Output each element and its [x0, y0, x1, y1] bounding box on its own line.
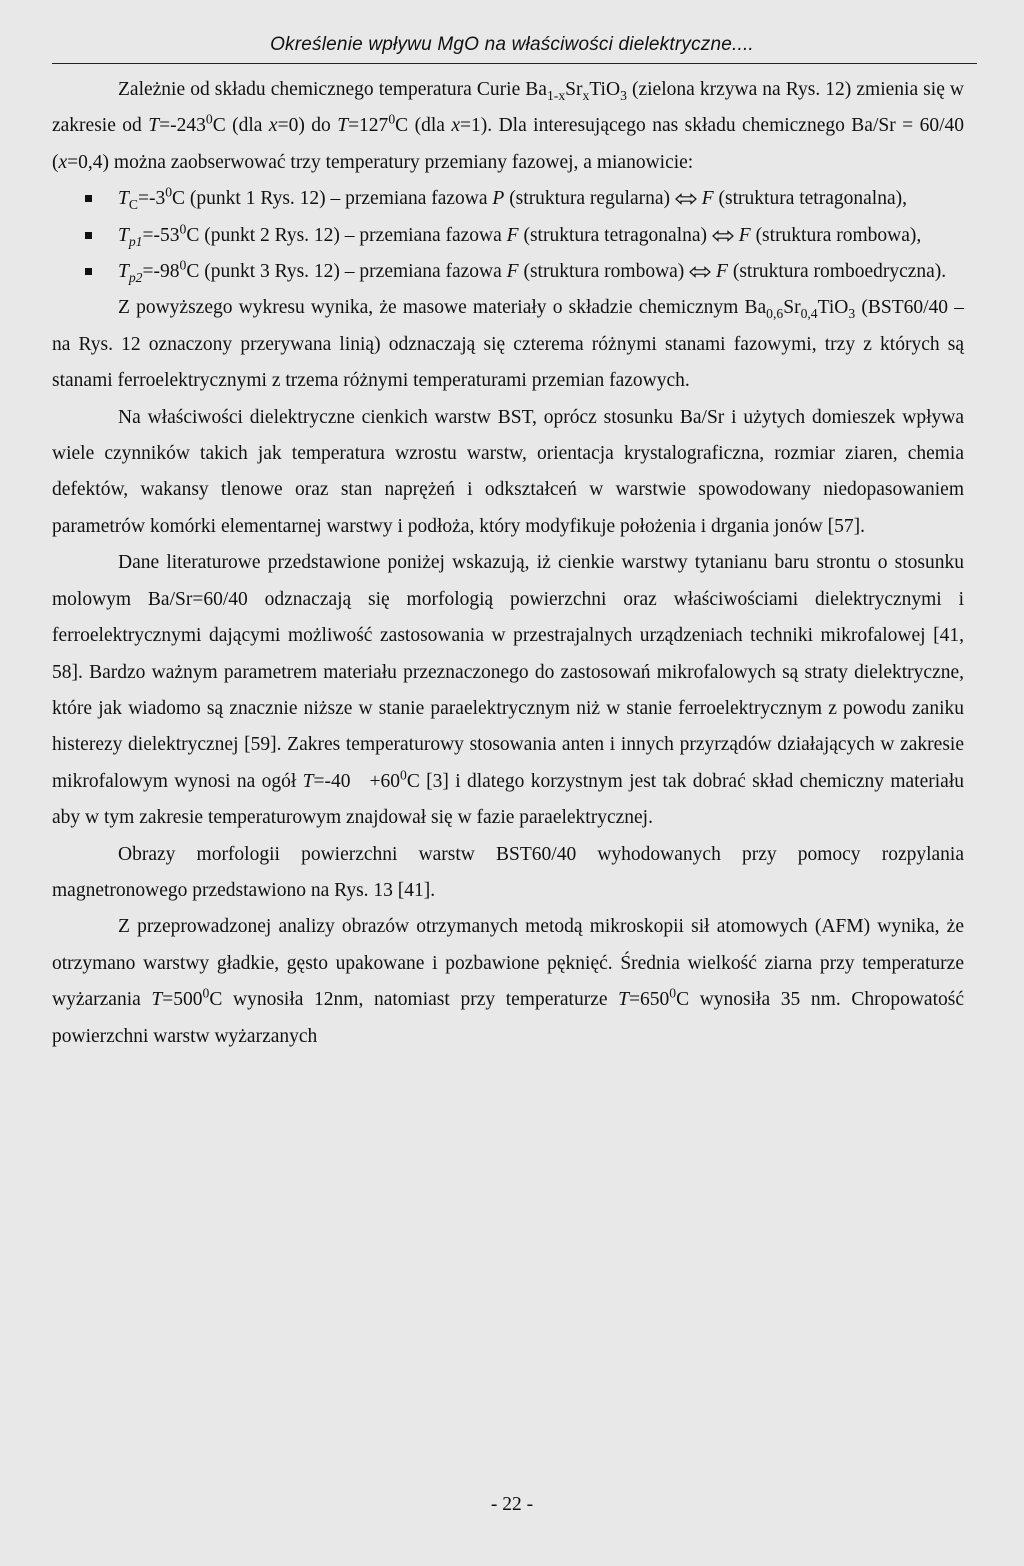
paragraph-dielectric-properties: Na właściwości dielektryczne cienkich warstw BST, oprócz stosunku Ba/Sr i użytych domieszek wpływa wiele czynników takich jak temperatura wzrostu warstw, orientacja krystalograficzna, rozmiar ziaren, chemia defektów, wakansy tlenowe oraz stan naprężeń i odkształceń w warstwie spowodowany niedopasowaniem parametrów komórki elementarnej warstwy i podłoża, który modyfikuje położenia i drgania jonów [57].: [52, 406, 964, 537]
paragraph-literature-data: Dane literaturowe przedstawione poniżej wskazują, iż cienkie warstwy tytanianu baru strontu o stosunku molowym Ba/Sr=60/40 odznaczają się morfologią powierzchni oraz właściwościami dielektrycznymi i ferroelektrycznymi dającymi możliwość zastosowania w przestrajalnych urządzeniach techniki mikrofalowej [41, 58]. Bardzo ważnym parametrem materiału przeznaczonego do zastosowań mikrofalowych są straty dielektryczne, które jak wiadomo są znacznie niższe w stanie paraelektrycznym niż w stanie ferroelektrycznym z powodu zaniku histerezy dielektrycznej [59]. Zakres temperaturowy stosowania anten i innych przyrządów działających w zakresie mikrofalowym wynosi na ogół $T=-40 +60^0C$ [3] i dlatego korzystnym jest tak dobrać skład chemiczny materiału aby w tym zakresie temperaturowym znajdował się w fazie paraelektrycznej.: [52, 552, 964, 829]
header-rule: [52, 63, 977, 64]
double-arrow-icon: [689, 266, 711, 278]
bullet-icon: [85, 195, 92, 202]
bullet-icon: [85, 232, 92, 239]
paragraph-morphology-images: Obrazy morfologii powierzchni warstw BST60/40 wyhodowanych przy pomocy rozpylania magnetronowego przedstawiono na Rys. 13 [41].: [52, 843, 964, 901]
paragraph-phase-states: Z powyższego wykresu wynika, że masowe materiały o składzie chemicznym $Ba_{0,6}Sr_{0,4}TiO_3$ (BST60/40 – na Rys. 12 oznaczony przerywana linią) odznaczają się czterema różnymi stanami fazowymi, trzy z których są stanami ferroelektrycznymi z trzema różnymi temperaturami przemian fazowych.: [52, 297, 964, 392]
paragraph-curie-temperature: Zależnie od składu chemicznego temperatura Curie $Ba_{1-x}Sr_xTiO_3$ (zielona krzywa na Rys. 12) zmienia się w zakresie od $T=-243^0C$ (dla x=0) do $T=127^0C$ (dla x=1). Dla interesującego nas składu chemicznego Ba/Sr = 60/40 (x=0,4) można zaobserwować trzy temperatury przemiany fazowej, a mianowicie:: [52, 79, 965, 173]
paragraph-afm-analysis: Z przeprowadzonej analizy obrazów otrzymanych metodą mikroskopii sił atomowych (AFM) wynika, że otrzymano warstwy gładkie, gęsto upakowane i pozbawione pęknięć. Średnia wielkość ziarna przy temperaturze wyżarzania $T=500^0C$ wynosiła 12nm, natomiast przy temperaturze $T=650^0C$ wynosiła 35 nm. Chropowatość powierzchni warstw wyżarzanych: [52, 916, 964, 1047]
list-item-tc: $T_C=-3^0C$ (punkt 1 Rys. 12) – przemiana fazowa P (struktura regularna) F (struktura tetragonalna),: [52, 181, 964, 217]
list-item-tp2: $T_{p2}=-98^0C$ (punkt 3 Rys. 12) – przemiana fazowa F (struktura rombowa) F (struktura romboedryczna).: [52, 254, 964, 290]
body-text: [52, 72, 964, 1055]
double-arrow-icon: [675, 193, 697, 205]
double-arrow-icon: [712, 230, 734, 242]
running-header: Określenie wpływu MgO na właściwości dielektryczne....: [270, 34, 754, 55]
page-number: - 22 -: [490, 1494, 534, 1515]
list-item-tp1: $T_{p1}=-53^0C$ (punkt 2 Rys. 12) – przemiana fazowa F (struktura tetragonalna) F (struktura rombowa),: [52, 218, 964, 254]
bullet-icon: [85, 268, 92, 275]
